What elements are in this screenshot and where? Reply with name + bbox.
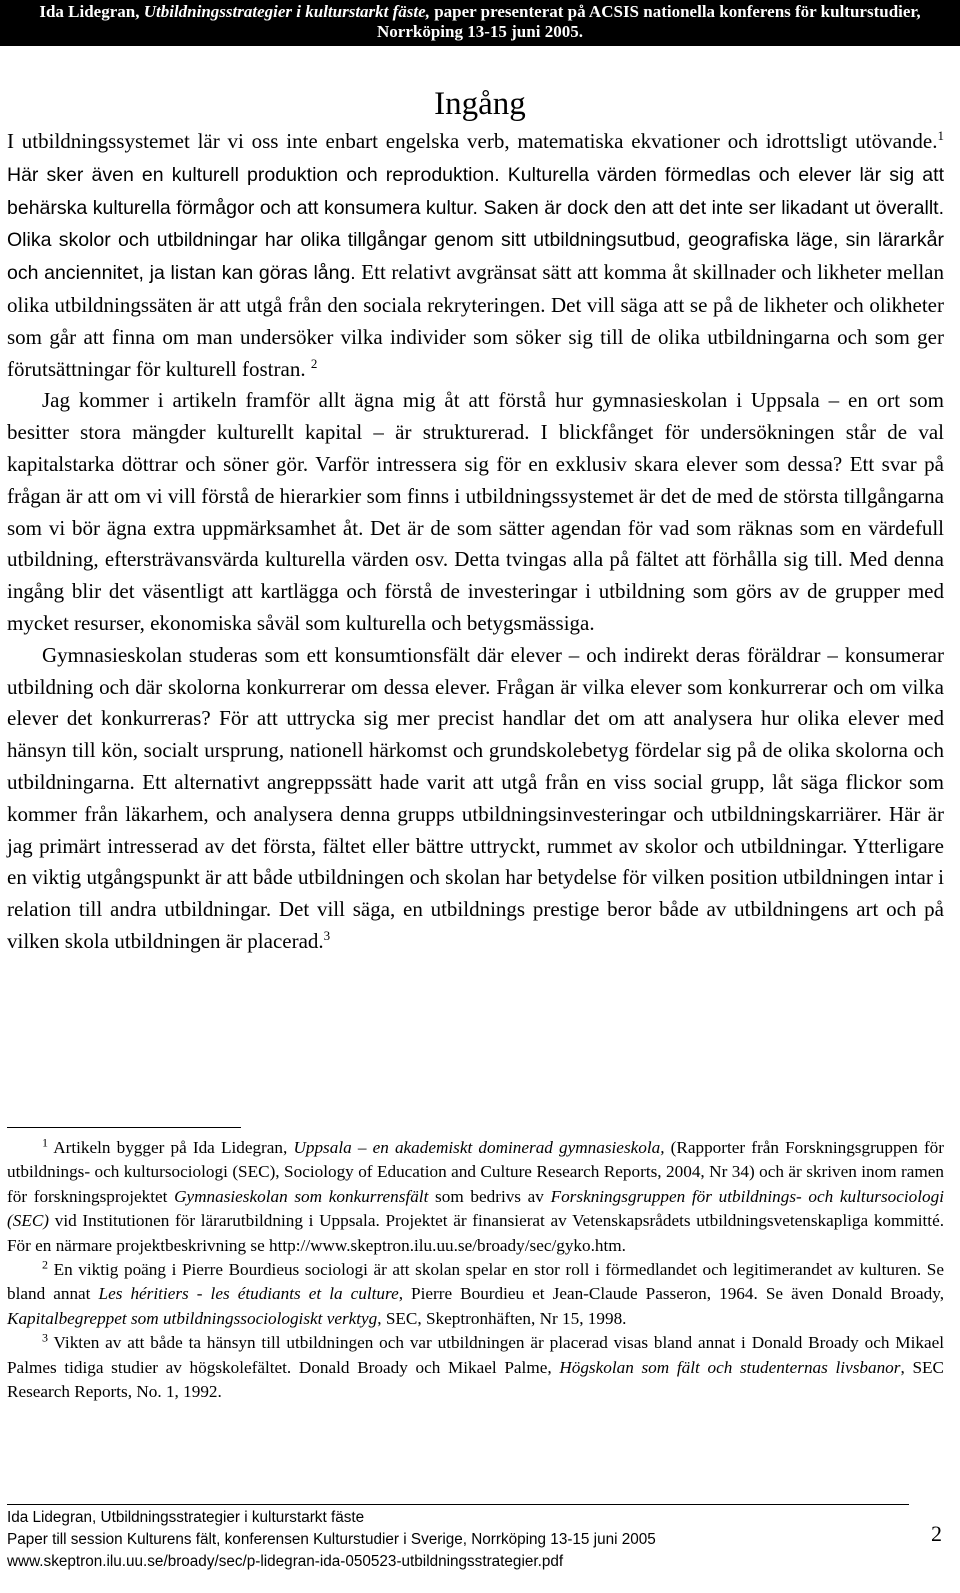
footer-session: Paper till session Kulturens fält, konferensen Kulturstudier i Sverige, Norrköping 13-15 juni 2005 (7, 1530, 656, 1548)
footnote-ref-1[interactable]: 1 (937, 128, 944, 143)
footnote-1-text-d: vid Institutionen för lärarutbildning i Uppsala. Projektet är finansierat av Vetenskapsrådets utbildningsvetenskapliga kommitté. För en närmare projektbeskrivning se http://www.skeptron.ilu.uu.se/broady/sec/gyko.htm. (7, 1211, 944, 1255)
paragraph-1-text-b: Här sker även en kulturell produktion och reproduktion. Kulturella värden förmedlas och elever lär sig att behärska kulturella förmågor och att konsumera kultur. Saken är dock den att det inte ser likadant ut överallt. Olika skolor och utbildningar har olika tillgångar genom sitt utbildningsutbud, geografiska läge, sin lärarkår och anciennitet, ja listan kan göras lång. (7, 163, 944, 285)
footnote-1-text-c: som bedrivs av (428, 1186, 551, 1206)
footnote-1-text: Artikeln bygger på Ida Lidegran, (48, 1138, 294, 1157)
page-number: 2 (931, 1521, 942, 1546)
footnote-2-text-c: , SEC, Skeptronhäften, Nr 15, 1998. (377, 1308, 627, 1328)
body-text (7, 126, 944, 958)
running-header (0, 0, 960, 46)
footnote-1-italic-3: Forskningsgruppen för utbildnings- och kultursociologi (SEC) (7, 1186, 944, 1231)
footnote-1 (7, 1136, 944, 1258)
paragraph-1-text-c: Ett relativt avgränsat sätt att komma åt skillnader och likheter mellan olika utbildningssäten är att utgå från den sociala rekryteringen. Det vill säga att se på de likheter och olikheter som går att finna om man undersöker vilka individer som söker sig till de olika utbildningarna och som ger förutsättningar för kulturell fostran. (7, 260, 944, 381)
footnote-2-text: En viktig poäng i Pierre Bourdieus sociologi är att skolan spelar en stor roll i förmedlandet och legitimerandet av kulturen. Se bland annat (7, 1260, 944, 1304)
footnote-1-italic-2: Gymnasieskolan som konkurrensfält (174, 1186, 429, 1206)
paragraph-3-text: Gymnasieskolan studeras som ett konsumtionsfält där elever – och indirekt deras föräldrar – konsumerar utbildning och där skolorna konkurrerar om dessa elever. Frågan är vilka elever som konkurrerar och om vilka elever det konkurreras? För att uttrycka sig mer precist handlar det om att analysera hur olika elever med hänsyn till kön, socialt ursprung, nationell härkomst och grundskolebetyg fördelar sig på de olika skolorna och utbildningarna. Ett alternativt angreppssätt hade varit att utgå från en viss social grupp, låt säga flickor som kommer från läkarhem, och analysera denna grupps utbildningsinvesteringar och utbildningskarriärer. Här är jag primärt intresserad av det första, fältet eller bättre uttryckt, rummet av skolor och utbildningar. Ytterligare en viktig utgångspunkt är att både utbildningen och skolan har betydelse för vilken position utbildningen intar i relation till andra utbildningar. Det vill säga, en utbildnings prestige beror både av utbildningens art och på vilken skola utbildningen är placerad. (7, 642, 944, 953)
footnote-1-text-b: (Rapporter från Forskningsgruppen för utbildnings- och kultursociologi (SEC), Sociology of Education and Culture Research Reports, 2004, Nr 34) och är skriven inom ramen för forskningsprojektet (7, 1138, 944, 1206)
header-line-2: Norrköping 13-15 juni 2005. (377, 22, 583, 41)
footnote-3 (7, 1331, 944, 1404)
footnote-2-italic-2: Kapitalbegreppet som utbildningssociologiskt verktyg (7, 1308, 378, 1328)
footnote-number-2: 2 (42, 1257, 48, 1272)
section-title: Ingång (434, 86, 526, 122)
footnote-3-text-b: , SEC Research Reports, No. 1, 1992. (7, 1357, 944, 1402)
footnote-separator (7, 1127, 241, 1128)
running-footer (7, 1507, 907, 1572)
footnote-number-1: 1 (42, 1135, 48, 1150)
footnote-2-italic-1: Les héritiers - les étudiants et la culture (98, 1284, 399, 1304)
paragraph-1 (7, 126, 944, 385)
paragraph-2: Jag kommer i artikeln framför allt ägna mig åt att förstå hur gymnasieskolan i Uppsala – en ort som besitter stora mängder kulturellt kapital – är strukturerad. I blickfånget för undersökningen står de val kapitalstarka döttrar och söner gör. Varför intressera sig för en exklusiv skara elever som dessa? Ett svar på frågan är att om vi vill förstå de hierarkier som finns i utbildningssystemet är det de med de största tillgångarna som vi bör ägna extra uppmärksamhet åt. Det är de som sätter agendan för vad som räknas som en värdefull utbildning, eftersträvansvärda kulturella värden osv. Detta tvingas alla på fältet att förhålla sig till. Med denna ingång blir det väsentligt att kartlägga och förstå de investeringar i utbildning som görs av de grupper med mycket resurser, ekonomiska såväl som kulturella och betygsmässiga. (7, 388, 944, 635)
header-venue: paper presenterat på ACSIS nationella konferens för kulturstudier, (434, 2, 921, 21)
footer-url[interactable]: www.skeptron.ilu.uu.se/broady/sec/p-lidegran-ida-050523-utbildningsstrategier.pdf (7, 1552, 564, 1570)
header-title: Utbildningsstrategier i kulturstarkt fäste, (143, 2, 430, 21)
footer-separator (7, 1504, 909, 1505)
footnote-number-3: 3 (42, 1330, 48, 1345)
footnote-1-italic-1: Uppsala – en akademiskt dominerad gymnasieskola, (293, 1138, 665, 1157)
footnote-ref-3[interactable]: 3 (323, 927, 331, 943)
footnote-2-text-b: , Pierre Bourdieu et Jean-Claude Passeron, 1964. Se även Donald Broady, (398, 1284, 945, 1304)
footnote-3-italic-1: Högskolan som fält och studenternas livsbanor (559, 1357, 901, 1377)
footnote-ref-2[interactable]: 2 (310, 355, 318, 371)
footnote-3-text: Vikten av att både ta hänsyn till utbildningen och var utbildningen är placerad visas bland annat i Donald Broady och Mikael Palmes tidiga studier av högskolefältet. Donald Broady och Mikael Palme, (7, 1333, 944, 1377)
paragraph-1-text-a: I utbildningssystemet lär vi oss inte enbart engelska verb, matematiska ekvationer och idrottsligt utövande. (7, 129, 938, 153)
footer-author-title: Ida Lidegran, Utbildningsstrategier i kulturstarkt fäste (7, 1509, 365, 1526)
header-author: Ida Lidegran, (39, 2, 140, 21)
footnote-2 (7, 1258, 944, 1331)
paragraph-3 (7, 640, 944, 958)
footnotes (7, 1136, 944, 1404)
header-line-1 (0, 2, 960, 22)
